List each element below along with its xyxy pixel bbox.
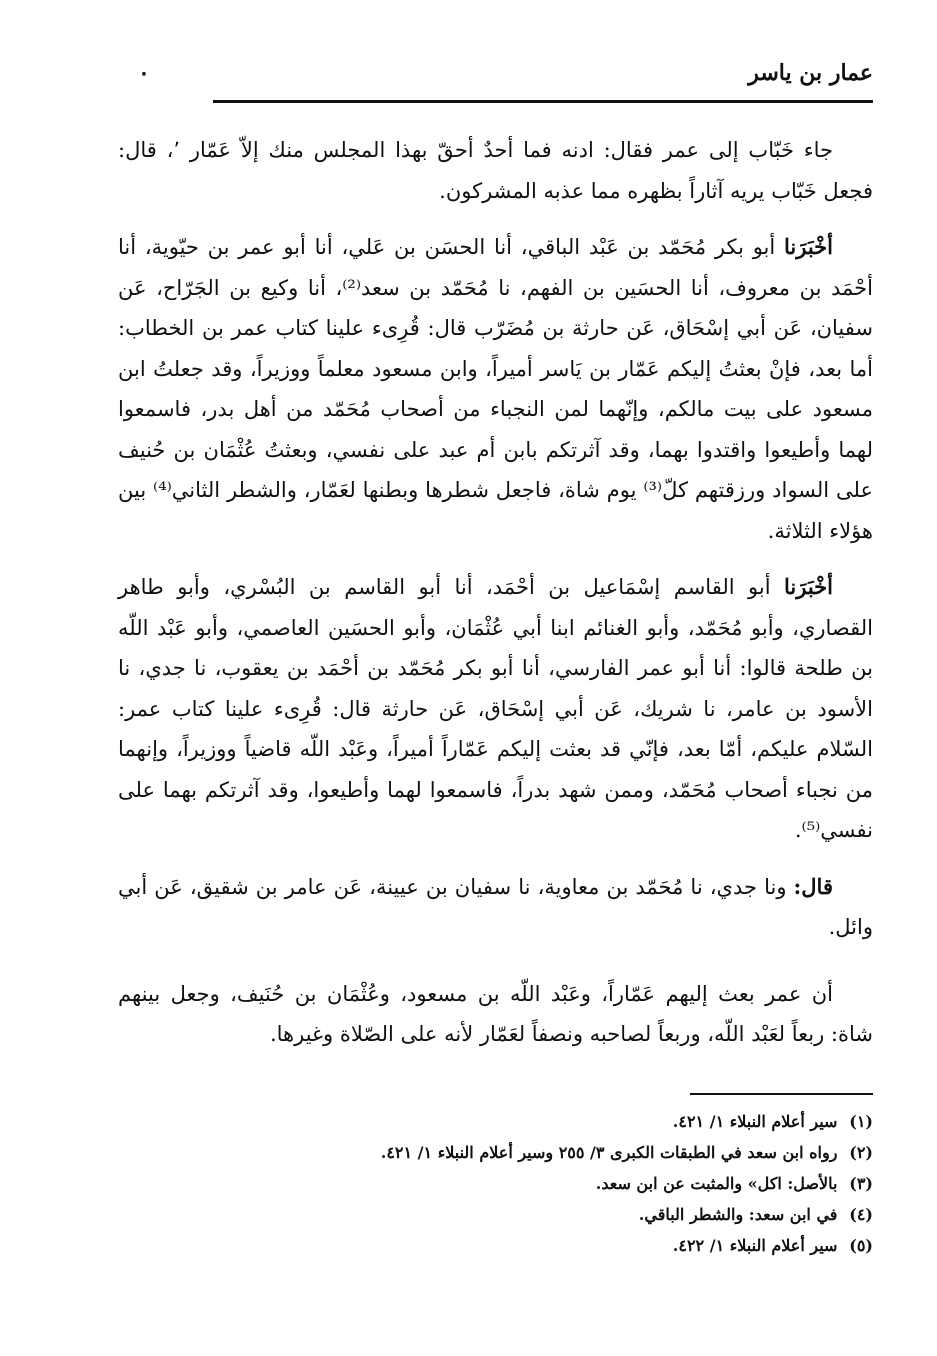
footnote-number: (٣) [849, 1174, 873, 1193]
paragraph-3 [118, 567, 873, 851]
footnote-2 [200, 1137, 873, 1168]
body-text [118, 130, 873, 1055]
header-rule [213, 100, 873, 103]
paragraph-3-lead: أخْبَرَنا [784, 574, 833, 599]
footnotes [200, 1106, 873, 1261]
footnote-3 [200, 1168, 873, 1199]
footnote-text: سير أعلام النبلاء ١/ ٤٢١. [672, 1112, 838, 1131]
running-title: عمار بن ياسر [748, 60, 873, 86]
page-header [138, 58, 873, 98]
footnote-text: رواه ابن سعد في الطبقات الكبرى ٣/ ٢٥٥ وسير أعلام النبلاء ١/ ٤٢١. [380, 1143, 838, 1162]
footnote-number: (٤) [849, 1205, 873, 1224]
paragraph-3-text: أبو القاسم إسْمَاعيل بن أحْمَد، أنا أبو القاسم بن البُسْري، وأبو طاهر القصاري، وأبو مُحَمّد، وأبو الغنائم ابنا أبي عُثْمَان، وأبو الحسَين العاصمي، وأبو عَبْد اللّه بن طلحة قالوا: أنا أبو عمر الفارسي، أنا أبو بكر مُحَمّد بن أحْمَد بن يعقوب، نا جدي، نا الأسود بن عامر، نا شريك، عَن أبي إسْحَاق، عَن حارثة قال: قُرِىء علينا كتاب عمر: السّلام عليكم، أمّا بعد، فإنّي قد بعثت إليكم عَمّاراً أميراً، وعَبْد اللّه قاضياً ووزيراً، وإنهما من نجباء أصحاب مُحَمّد، وممن شهد بدراً، فاسمعوا لهما وأطيعوا، وقد آثرتكم بهما على نفسي⁽⁵⁾. [118, 575, 873, 842]
paragraph-4 [118, 867, 873, 948]
footnote-1 [200, 1106, 873, 1137]
footnote-number: (٢) [849, 1143, 873, 1162]
footnote-number: (١) [849, 1112, 873, 1131]
page-number: ٠ [138, 60, 150, 86]
paragraph-2-lead: أخْبَرَنا [784, 234, 833, 259]
paragraph-5 [118, 974, 873, 1055]
paragraph-4-text: ونا جدي، نا مُحَمّد بن معاوية، نا سفيان بن عيينة، عَن عامر بن شقيق، عَن أبي وائل. [118, 874, 873, 939]
footnote-text: سير أعلام النبلاء ١/ ٤٢٢. [672, 1236, 838, 1255]
footnote-rule [690, 1093, 873, 1095]
paragraph-1 [118, 130, 873, 211]
paragraph-1-text: جاء خَبّاب إلى عمر فقال: ادنه فما أحدٌ أحقّ بهذا المجلس منك إلاّ عَمّار ٬، قال: فجعل خَبّاب يريه آثاراً بظهره مما عذبه المشركون. [118, 138, 873, 203]
footnote-text: في ابن سعد: والشطر الباقي. [638, 1205, 838, 1224]
footnote-4 [200, 1199, 873, 1230]
footnote-text: بالأصل: اكل» والمثبت عن ابن سعد. [595, 1174, 838, 1193]
paragraph-5-text: أن عمر بعث إليهم عَمّاراً، وعَبْد اللّه بن مسعود، وعُثْمَان بن حُنَيف، وجعل بينهم شاة: ربعاً لعَبْد اللّه، وربعاً لصاحبه ونصفاً لعَمّار لأنه على الصّلاة وغيرها. [118, 981, 873, 1046]
paragraph-2 [118, 227, 873, 551]
footnote-number: (٥) [849, 1236, 873, 1255]
paragraph-4-lead: قال: [793, 873, 833, 899]
paragraph-2-text: أبو بكر مُحَمّد بن عَبْد الباقي، أنا الحسَن بن عَلي، أنا أبو عمر بن حيّوية، أنا أحْمَد بن معروف، أنا الحسَين بن الفهم، نا مُحَمّد بن سعد⁽²⁾، أنا وكيع بن الجَرّاح، عَن سفيان، عَن أبي إسْحَاق، عَن حارثة بن مُضَرّب قال: قُرِىء علينا كتاب عمر بن الخطاب: أما بعد، فإنْ بعثتُ إليكم عَمّار بن يَاسر أميراً، وابن مسعود معلماً ووزيراً، وقد جعلتُ ابن مسعود على بيت مالكم، وإنّهما لمن النجباء من أصحاب مُحَمّد من أهل بدر، فاسمعوا لهما وأطيعوا واقتدوا بهما، وقد آثرتكم بابن أم عبد على نفسي، وبعثتُ عُثْمَان بن حُنيف على السواد ورزقتهم كلّ⁽³⁾ يوم شاة، فاجعل شطرها وبطنها لعَمّار، والشطر الثاني⁽⁴⁾ بين هؤلاء الثلاثة. [118, 235, 873, 543]
footnote-5 [200, 1230, 873, 1261]
